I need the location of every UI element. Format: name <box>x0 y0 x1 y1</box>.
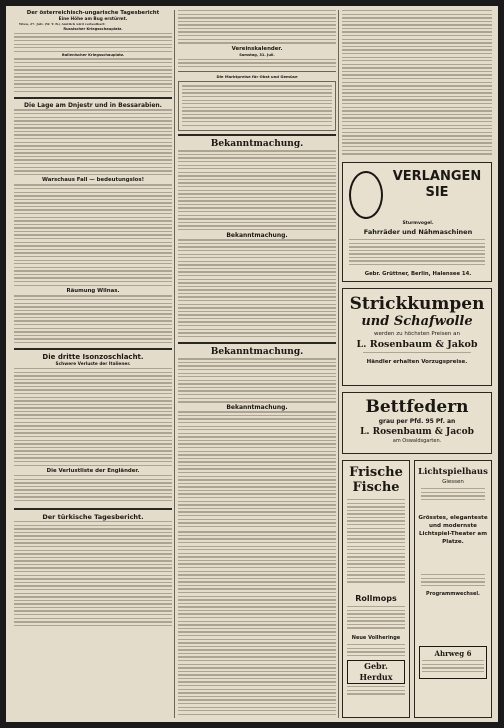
middle-column <box>178 10 336 718</box>
text-block <box>14 58 172 94</box>
sturmvogel-ad <box>342 162 492 282</box>
bekanntmachung-3: Bekanntmachung. <box>210 347 304 358</box>
newspaper-page <box>6 6 498 722</box>
sturmvogel-label: Sturmvogel. <box>402 221 434 226</box>
sie-text: SIE <box>425 185 449 200</box>
headline-tuerkei: Der türkische Tagesbericht. <box>42 512 144 521</box>
fahrraeder-label: Fahrräder und Nähmaschinen <box>363 228 473 236</box>
bettfedern-ad <box>342 392 492 454</box>
bett-price: grau per Pfd. 95 Pf. an <box>378 418 456 425</box>
text-block <box>178 531 336 718</box>
gruetzner-label: Gebr. Grüttner, Berlin, Halensee 14. <box>364 271 472 277</box>
herdux-label: Gebr. Herdux <box>347 660 405 684</box>
strick-firm: L. Rosenbaum & Jakob <box>356 339 478 350</box>
text-block <box>178 239 336 339</box>
text-block <box>14 33 172 53</box>
vereinskalender-date: Samstag, 31. Juli. <box>239 53 275 57</box>
ahrweg-label: Ahrweg 6 <box>434 649 472 658</box>
vollheringe-label: Neue Vollheringe <box>351 635 401 641</box>
ahrweg-box <box>419 646 487 679</box>
section-russian: Russischer Kriegsschauplatz. <box>63 27 123 32</box>
lichtspielhaus-ad <box>414 460 492 718</box>
divider <box>14 508 172 510</box>
bett-title: Bettfedern <box>365 397 469 417</box>
frische-title: Frische <box>349 465 403 480</box>
text-block <box>14 184 172 288</box>
divider <box>14 97 172 99</box>
text-block <box>14 521 172 631</box>
strick-title: Strickkumpen <box>349 294 485 314</box>
text-block <box>178 150 336 232</box>
lichtspielhaus-title: Lichtspielhaus <box>418 467 488 477</box>
divider <box>178 134 336 136</box>
headline-englaender: Die Verlustliste der Engländer. <box>46 467 140 474</box>
left-header-sub: Eine Höhe am Bug erstürmt. <box>58 17 128 22</box>
text-block <box>178 59 336 69</box>
left-column <box>14 10 172 718</box>
headline-dnjestr: Die Lage am Dnjestr und in Bessarabien. <box>24 102 162 110</box>
column-rule <box>338 10 339 718</box>
strick-subtitle: und Schafwolle <box>361 314 473 329</box>
fische-ad <box>342 460 410 718</box>
bett-address: am Oswaldsgarten. <box>392 438 442 444</box>
verlangen-text: VERLANGEN <box>392 169 482 184</box>
text-block <box>14 368 172 468</box>
headline-warschau: Warschaus Fall — bedeutungslos! <box>41 177 145 184</box>
left-header-title: Der österreichisch-ungarische Tagesbericht <box>26 10 160 16</box>
bekanntmachung-1: Bekanntmachung. <box>210 139 304 150</box>
section-italian: Italienischer Kriegsschauplatz. <box>61 52 125 57</box>
text-block <box>14 475 172 505</box>
strickkumpen-ad <box>342 288 492 386</box>
text-block <box>14 295 172 345</box>
sturmvogel-logo <box>349 171 383 219</box>
rollmops-label: Rollmops <box>355 594 397 603</box>
text-block <box>342 10 492 158</box>
lichtspiel-description: Grösstes, eleganteste und modernste Lichtspiel-Theater am Platze. <box>418 515 488 545</box>
text-block <box>178 358 336 404</box>
bekanntmachung-2: Bekanntmachung. <box>226 232 288 240</box>
price-table <box>178 81 336 131</box>
bekanntmachung-4: Bekanntmachung. <box>226 404 288 412</box>
divider <box>178 71 336 72</box>
text-block <box>178 411 336 531</box>
vereinskalender: Vereinskalender. <box>231 46 283 52</box>
divider <box>14 348 172 350</box>
lichtspielhaus-city: Giessen <box>442 479 464 485</box>
isonzo-sub: Schwere Verluste der Italiener. <box>55 362 131 368</box>
marktpreise-heading: Die Marktpreise für Obst und Gemüse <box>216 73 298 79</box>
fische-title: Fische <box>352 480 400 495</box>
strick-text: werden zu höchsten Preisen an <box>374 331 460 337</box>
programmwechsel-label: Programmwechsel. <box>426 591 480 597</box>
dateline: Wien, 27. Juli. (W. T. B.) Amtlich wird verlautbart: <box>19 21 106 26</box>
text-block <box>178 10 336 46</box>
headline-wilna: Räumung Wilnas. <box>66 288 120 295</box>
strick-footer: Händler erhalten Vorzugspreise. <box>366 359 468 365</box>
headline-isonzo: Die dritte Isonzoschlacht. <box>42 353 144 362</box>
text-block <box>14 109 172 177</box>
bett-firm: L. Rosenbaum & Jacob <box>360 427 474 437</box>
column-rule <box>174 10 175 718</box>
divider <box>178 342 336 344</box>
